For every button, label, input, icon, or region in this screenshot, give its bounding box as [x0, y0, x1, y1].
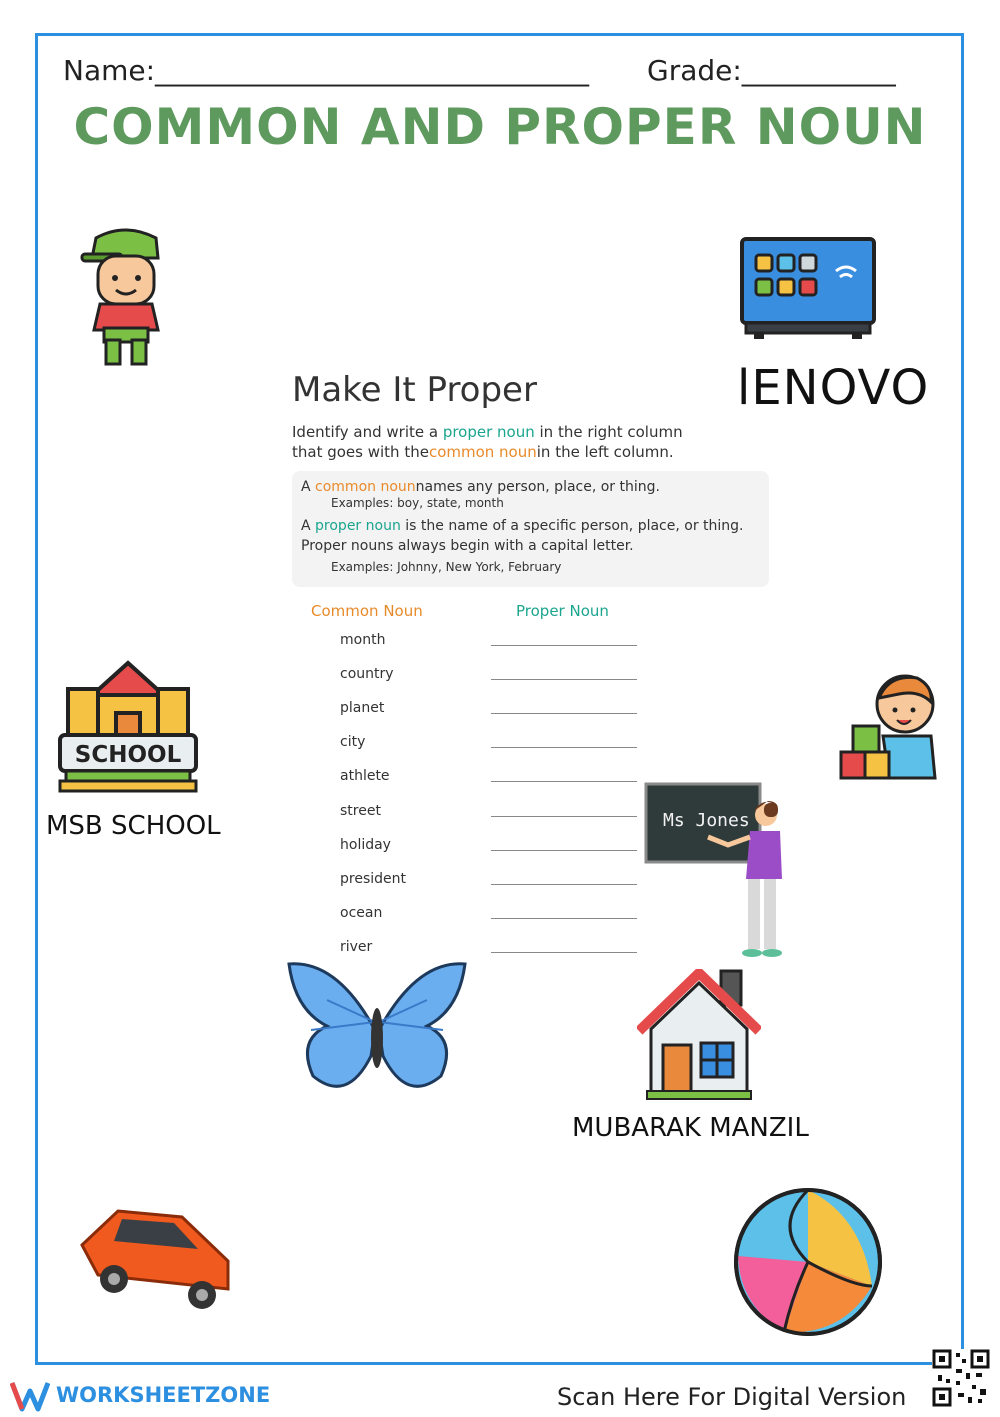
common-noun-word: city	[340, 734, 366, 750]
common-noun-word: holiday	[340, 837, 391, 853]
proper-noun-answer-line[interactable]	[491, 884, 637, 885]
school-icon	[58, 659, 198, 799]
common-noun-word: president	[340, 871, 406, 887]
grade-field-label: Grade:___________	[647, 54, 896, 87]
common-noun-word: street	[340, 803, 381, 819]
common-noun-word: river	[340, 939, 373, 955]
butterfly-icon	[287, 960, 467, 1110]
instructions-line-2: that goes with thecommon nounin the left column.	[292, 443, 674, 461]
proper-noun-column-header: Proper Noun	[516, 602, 609, 620]
house-icon	[637, 969, 761, 1101]
scan-for-digital-version-text: Scan Here For Digital Version	[557, 1383, 907, 1411]
proper-noun-answer-line[interactable]	[491, 850, 637, 851]
proper-noun-answer-line[interactable]	[491, 952, 637, 953]
proper-noun-answer-line[interactable]	[491, 645, 637, 646]
instructions-line-1: Identify and write a proper noun in the right column	[292, 423, 683, 441]
car-icon	[78, 1205, 236, 1315]
school-name-label: MSB SCHOOL	[46, 811, 221, 841]
common-noun-word: ocean	[340, 905, 383, 921]
chalkboard-text: Ms Jones	[663, 810, 750, 831]
common-noun-word: country	[340, 666, 394, 682]
baby-with-blocks-icon	[839, 672, 939, 784]
house-name-label: MUBARAK MANZIL	[572, 1113, 809, 1143]
proper-noun-answer-line[interactable]	[491, 679, 637, 680]
proper-noun-answer-line[interactable]	[491, 781, 637, 782]
common-noun-word: planet	[340, 700, 385, 716]
beach-ball-icon	[732, 1186, 884, 1338]
proper-noun-definition: A proper noun is the name of a specific person, place, or thing.	[301, 518, 744, 534]
common-noun-word: athlete	[340, 768, 390, 784]
worksheet-heading: Make It Proper	[292, 370, 537, 410]
common-noun-column-header: Common Noun	[311, 602, 423, 620]
smart-tv-icon	[740, 237, 876, 341]
common-noun-examples: Examples: boy, state, month	[331, 496, 504, 510]
proper-noun-answer-line[interactable]	[491, 747, 637, 748]
proper-noun-rule: Proper nouns always begin with a capital letter.	[301, 538, 634, 554]
teacher-chalkboard-icon	[644, 781, 794, 963]
school-sign-text: SCHOOL	[74, 742, 182, 768]
proper-noun-answer-line[interactable]	[491, 816, 637, 817]
worksheetzone-brand[interactable]: WORKSHEETZONE	[56, 1383, 271, 1407]
common-noun-word: month	[340, 632, 386, 648]
name-field-label: Name:_______________________________	[63, 54, 590, 87]
proper-noun-answer-line[interactable]	[491, 918, 637, 919]
qr-code-icon[interactable]	[932, 1349, 990, 1407]
proper-noun-answer-line[interactable]	[491, 713, 637, 714]
common-noun-definition: A common nounnames any person, place, or thing.	[301, 479, 660, 495]
boy-icon	[78, 228, 172, 368]
proper-noun-examples: Examples: Johnny, New York, February	[331, 560, 562, 574]
worksheetzone-logo-icon	[10, 1379, 50, 1413]
page-title: COMMON AND PROPER NOUN	[73, 98, 927, 156]
lenovo-label: lENOVO	[737, 360, 930, 416]
